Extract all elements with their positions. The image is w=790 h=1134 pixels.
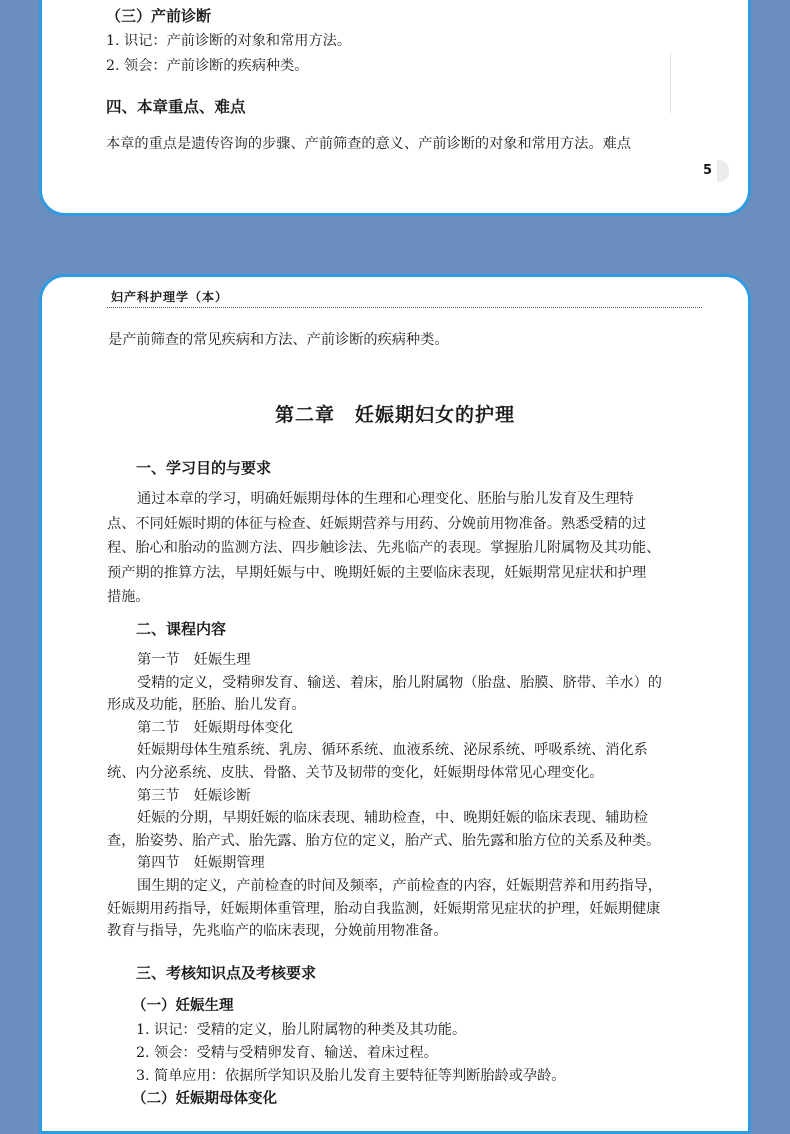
paragraph-continuation: 是产前筛查的常见疾病和方法、产前诊断的疾病种类。 (108, 332, 449, 348)
list-item: 1. 识记：产前诊断的对象和常用方法。 (106, 33, 352, 49)
section-heading-assessment: 三、考核知识点及考核要求 (136, 964, 317, 982)
subsection-title: 第三节 妊娠诊断 (137, 787, 251, 804)
text-line: 妊娠的分期，早期妊娠的临床表现、辅助检查，中、晚期妊娠的临床表现、辅助检 (137, 810, 648, 827)
text-line: 形成及功能，胚胎、胎儿发育。 (107, 697, 306, 714)
paragraph: 本章的重点是遗传咨询的步骤、产前筛查的意义、产前诊断的对象和常用方法。难点 (106, 136, 631, 152)
text-line: 程、胎心和胎动的监测方法、四步触诊法、先兆临产的表现。掌握胎儿附属物及其功能、 (107, 540, 661, 556)
subsection-title: 第二节 妊娠期母体变化 (137, 719, 294, 736)
page-number-decoration (717, 160, 729, 182)
page-bottom (39, 274, 751, 1134)
text-line: 妊娠期母体生殖系统、乳房、循环系统、血液系统、泌尿系统、呼吸系统、消化系 (137, 742, 648, 759)
section-heading-course-content: 二、课程内容 (136, 620, 227, 638)
text-line: 受精的定义，受精卵发育、输送、着床，胎儿附属物（胎盘、胎膜、脐带、羊水）的 (137, 674, 662, 691)
text-line: 通过本章的学习，明确妊娠期母体的生理和心理变化、胚胎与胎儿发育及生理特 (137, 491, 634, 507)
page-top (39, 0, 751, 216)
course-content-block (107, 649, 662, 943)
header-dotted-rule (107, 307, 702, 308)
subsection-heading-pregnancy-physiology: （一）妊娠生理 (132, 998, 234, 1014)
list-item: 3. 简单应用：依据所学知识及胎儿发育主要特征等判断胎龄或孕龄。 (136, 1068, 566, 1084)
divider (670, 53, 671, 113)
section-heading-key-points: 四、本章重点、难点 (106, 98, 246, 116)
chapter-title: 第二章 妊娠期妇女的护理 (274, 404, 515, 426)
text-line: 教育与指导，先兆临产的临床表现，分娩前用物准备。 (107, 923, 448, 940)
text-line: 预产期的推算方法，早期妊娠与中、晚期妊娠的主要临床表现，妊娠期常见症状和护理 (107, 564, 647, 581)
text-line: 点、不同妊娠时期的体征与检查、妊娠期营养与用药、分娩前用物准备。熟悉受精的过 (107, 515, 647, 532)
subsection-title: 第四节 妊娠期管理 (137, 855, 265, 872)
text-line: 查，胎姿势、胎产式、胎先露、胎方位的定义，胎产式、胎先露和胎方位的关系及种类。 (107, 832, 661, 849)
text-line: 措施。 (107, 589, 150, 605)
subsection-heading-maternal-changes: （二）妊娠期母体变化 (132, 1091, 277, 1107)
page-number: 5 (703, 163, 713, 178)
list-item: 2. 领会：受精与受精卵发育、输送、着床过程。 (136, 1045, 438, 1061)
subsection-title: 第一节 妊娠生理 (137, 652, 251, 668)
running-head: 妇产科护理学（本） (111, 290, 229, 304)
section-heading-objectives: 一、学习目的与要求 (136, 459, 272, 477)
list-item: 1. 识记：受精的定义，胎儿附属物的种类及其功能。 (136, 1022, 467, 1038)
section-heading-prenatal-diagnosis: （三）产前诊断 (106, 7, 212, 25)
text-line: 围生期的定义，产前检查的时间及频率，产前检查的内容，妊娠期营养和用药指导， (137, 877, 662, 894)
list-item: 2. 领会：产前诊断的疾病种类。 (106, 58, 309, 74)
objectives-paragraph (107, 487, 660, 610)
text-line: 统、内分泌系统、皮肤、骨骼、关节及韧带的变化，妊娠期母体常见心理变化。 (107, 764, 604, 781)
text-line: 妊娠期用药指导，妊娠期体重管理，胎动自我监测，妊娠期常见症状的护理，妊娠期健康 (107, 900, 661, 917)
